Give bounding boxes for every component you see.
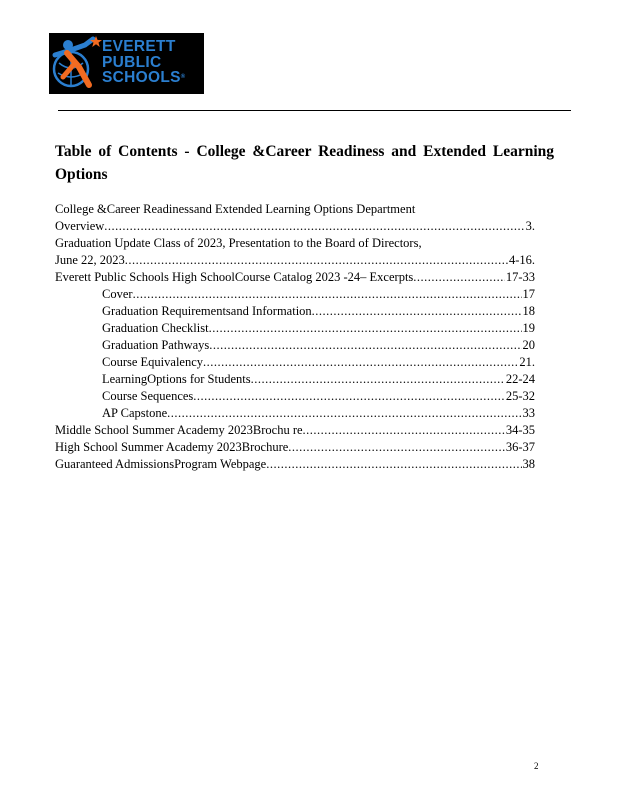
toc-entry-title: Overview (55, 219, 105, 233)
toc-entry-title: High School Summer Academy 2023Brochure (55, 440, 289, 454)
toc-entry-page: 17 (522, 287, 535, 301)
toc-entry-line (55, 388, 535, 405)
toc-entry-title: June 22, 2023 (55, 253, 125, 267)
toc-entry-page: 17-33 (505, 270, 535, 284)
toc-entry-title: Graduation Checklist (102, 321, 209, 335)
toc-entry (55, 337, 535, 354)
toc-entry-line (55, 439, 535, 456)
toc-entry (55, 422, 535, 439)
toc-leader-dots (133, 286, 522, 303)
toc-entry (55, 235, 535, 269)
toc-entry-title: LearningOptions for Students (102, 372, 251, 386)
toc-entry-line (55, 371, 535, 388)
toc-entry-line (55, 405, 535, 422)
logo-line-3: SCHOOLS® (102, 69, 186, 86)
toc-entry (55, 439, 535, 456)
toc-entry (55, 388, 535, 405)
toc-entry-page: 3. (525, 219, 535, 233)
page-title: Table of Contents - College &Career Readiness and Extended Learning Options (55, 143, 555, 183)
toc-leader-dots (251, 371, 505, 388)
toc-entry-line (55, 354, 535, 371)
logo-line-1: EVERETT (102, 38, 176, 55)
toc-entry-line (55, 218, 535, 235)
everett-public-schools-logo (49, 33, 204, 94)
toc-entry-title: Everett Public Schools High SchoolCourse Catalog 2023 -24– Excerpts (55, 270, 414, 284)
toc-entry-line (55, 252, 535, 269)
logo-figure-icon (49, 33, 109, 94)
toc-entry-page: 22-24 (505, 372, 535, 386)
toc-leader-dots (125, 252, 508, 269)
toc-entry-line (55, 286, 535, 303)
toc-leader-dots (266, 456, 521, 473)
toc-entry-page: 19 (522, 321, 535, 335)
toc-leader-dots (209, 320, 522, 337)
logo-wordmark (102, 39, 185, 86)
toc-leader-dots (312, 303, 522, 320)
toc-entry-line (55, 456, 535, 473)
toc-leader-dots (203, 354, 518, 371)
toc-entry-page: 25-32 (505, 389, 535, 403)
toc-entry-page: 4-16. (508, 253, 535, 267)
toc-entry-heading: Graduation Update Class of 2023, Presentation to the Board of Directors, (55, 236, 422, 250)
toc-entry-page: 21. (519, 355, 535, 369)
toc-entry-line (55, 269, 535, 286)
logo-line-2: PUBLIC (102, 53, 162, 71)
toc-entry (55, 405, 535, 422)
toc-leader-dots (104, 218, 524, 235)
toc-entry (55, 303, 535, 320)
toc-entry-title: Course Equivalency (102, 355, 204, 369)
header-rule (58, 110, 571, 111)
toc-entry (55, 371, 535, 388)
toc-entry-line (55, 337, 535, 354)
toc-leader-dots (413, 269, 505, 286)
table-of-contents (55, 201, 535, 473)
toc-entry-page: 18 (522, 304, 535, 318)
toc-entry (55, 456, 535, 473)
toc-entry-title: Cover (102, 287, 133, 301)
toc-leader-dots (303, 422, 505, 439)
toc-entry-title: Graduation Requirementsand Information (102, 304, 312, 318)
toc-entry-page: 33 (522, 406, 535, 420)
toc-entry-page: 34-35 (505, 423, 535, 437)
toc-entry-line (55, 303, 535, 320)
toc-entry-title: Graduation Pathways (102, 338, 210, 352)
toc-entry-title: AP Capstone (102, 406, 168, 420)
toc-entry-line (55, 320, 535, 337)
toc-entry (55, 320, 535, 337)
page-number: 2 (534, 761, 539, 771)
toc-entry-title: Middle School Summer Academy 2023Brochu re (55, 423, 303, 437)
toc-leader-dots (193, 388, 505, 405)
toc-entry (55, 286, 535, 303)
toc-entry (55, 354, 535, 371)
toc-entry-page: 36-37 (505, 440, 535, 454)
toc-entry-title: Guaranteed AdmissionsProgram Webpage (55, 457, 267, 471)
toc-leader-dots (288, 439, 505, 456)
toc-entry (55, 201, 535, 235)
toc-entry-page: 20 (522, 338, 535, 352)
toc-leader-dots (209, 337, 521, 354)
toc-entry-title: Course Sequences (102, 389, 194, 403)
toc-entry-page: 38 (522, 457, 535, 471)
toc-leader-dots (167, 405, 521, 422)
toc-entry-heading: College &Career Readinessand Extended Learning Options Department (55, 202, 416, 216)
toc-entry-line (55, 422, 535, 439)
toc-entry (55, 269, 535, 286)
